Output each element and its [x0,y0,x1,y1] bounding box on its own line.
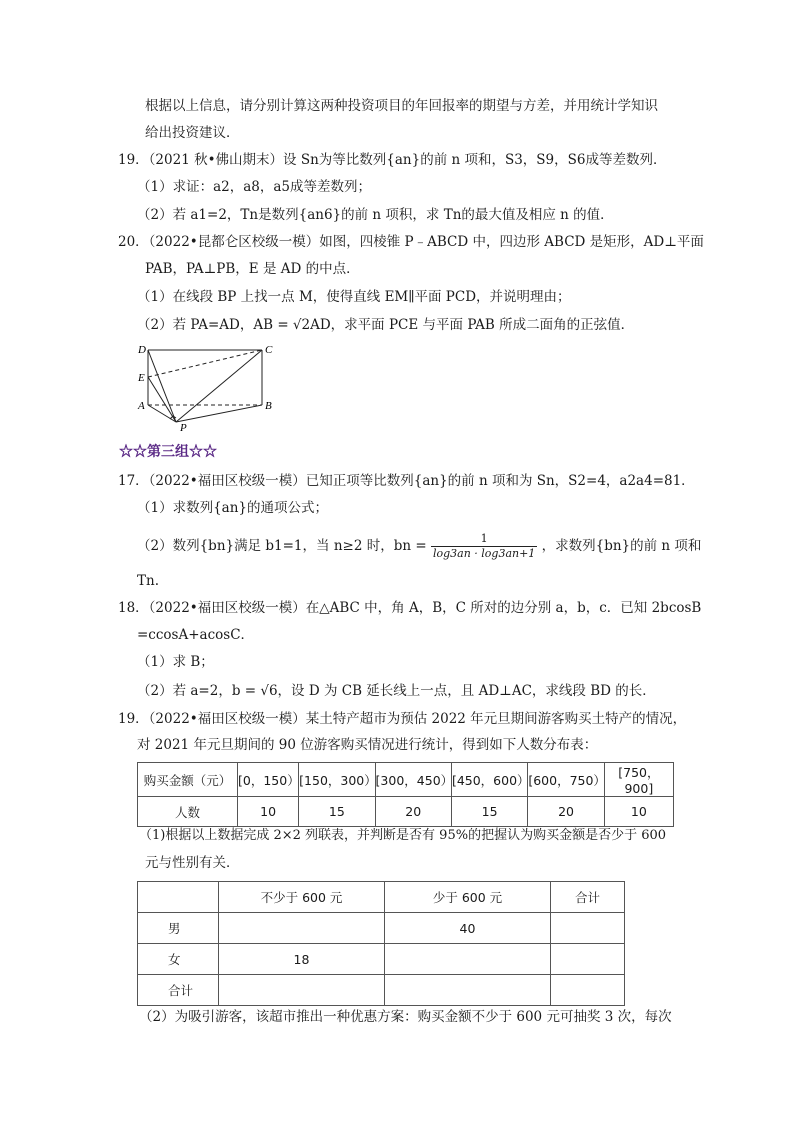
label-D: D [138,344,146,356]
q17-head: 17．（2022•福田区校级一模）已知正项等比数列{an}的前 n 项和为 Sn，S2=4，a2a4=81． [118,473,695,489]
table-cell: 购买金额（元） [138,763,238,797]
intro-line-2: 给出投资建议． [145,125,240,141]
table-row [138,763,674,797]
fraction-numerator: 1 [431,532,537,547]
section-heading: ☆☆第三组☆☆ [119,444,217,460]
table-cell [551,913,625,944]
q19a-part1: （1）求证：a2，a8，a5成等差数列； [137,179,372,195]
q19a-head: 19．（2021 秋•佛山期末）设 Sn为等比数列{an}的前 n 项和，S3，S9，S6成等差数列． [118,152,667,168]
table-cell: [300，450） [375,763,451,797]
pyramid-figure [132,340,282,432]
table-cell [219,975,385,1006]
q19b-part1-b: 元与性别有关． [145,855,240,871]
q19b-head: 19．（2022•福田区校级一模）某土特产超市为预估 2022 年元旦期间游客购买土特产的情况， [118,711,687,727]
table-cell: 人数 [138,797,238,827]
table-cell: [750，900] [604,763,673,797]
q20-part2: （2）若 PA=AD，AB = √2AD，求平面 PCE 与平面 PAB 所成二面角的正弦值． [137,317,635,333]
edge-EC-hidden [148,350,262,377]
q19b-part2: （2）为吸引游客，该超市推出一种优惠方案：购买金额不少于 600 元可抽奖 3 次，每次 [139,1009,672,1025]
table-row [138,882,625,913]
table-row [138,913,625,944]
table-cell: 合计 [551,882,625,913]
edge-AP [148,405,176,422]
q17-part2-b: ，求数列{bn}的前 n 项和 [541,538,702,554]
table-cell: 20 [375,797,451,827]
table-cell: 20 [528,797,604,827]
label-E: E [138,372,145,384]
q18-part1: （1）求 B； [137,654,214,670]
table-cell [385,975,551,1006]
table-cell: [0，150） [238,763,299,797]
table-cell: 合计 [138,975,219,1006]
table-row [138,975,625,1006]
edge-EP [148,377,176,422]
table-cell: 18 [219,944,385,975]
table-cell: 少于 600 元 [385,882,551,913]
q19b-part1-a: （1)根据以上数据完成 2×2 列联表，并判断是否有 95%的把握认为购买金额是否少于 600 [139,828,667,843]
intro-line-1: 根据以上信息，请分别计算这两种投资项目的年回报率的期望与方差，并用统计学知识 [145,98,658,114]
table-cell [385,944,551,975]
table-cell [138,882,219,913]
q20-part1: （1）在线段 BP 上找一点 M，使得直线 EM∥平面 PCD，并说明理由； [137,289,571,305]
q18-part2: （2）若 a=2，b = √6，设 D 为 CB 延长线上一点，且 AD⊥AC，求线段 BD 的长． [137,683,656,699]
q20-head-2: PAB，PA⊥PB，E 是 AD 的中点． [145,261,360,277]
table-cell: 15 [451,797,527,827]
table-cell: 10 [604,797,673,827]
table-row [138,797,674,827]
distribution-table [137,762,674,827]
label-P: P [180,422,187,432]
q19b-head-2: 对 2021 年元旦期间的 90 位游客购买情况进行统计，得到如下人数分布表： [137,737,598,753]
bn-fraction [431,532,537,561]
q17-part2-c: Tn. [137,573,159,589]
q17-part1: （1）求数列{an}的通项公式； [137,500,329,516]
q18-head-2: =ccosA+acosC． [137,627,255,643]
q19a-part2: （2）若 a1=2，Tn是数列{an6}的前 n 项积，求 Tn的最大值及相应 n 的值． [137,207,614,223]
q17-part2-a: （2）数列{bn}满足 b1=1，当 n≥2 时，bn = [137,538,427,554]
table-cell: [150，300） [299,763,375,797]
fraction-denominator: log3an · log3an+1 [432,547,536,560]
table-cell: 男 [138,913,219,944]
label-A: A [138,400,145,412]
contingency-table [137,881,625,1006]
label-B: B [265,400,272,412]
q17-part2 [137,532,701,561]
table-cell: 10 [238,797,299,827]
table-cell: [600，750） [528,763,604,797]
table-cell: 女 [138,944,219,975]
table-cell: 15 [299,797,375,827]
table-cell: 40 [385,913,551,944]
q18-head: 18．（2022•福田区校级一模）在△ABC 中，角 A，B，C 所对的边分别 a，b，c．已知 2bcosB [118,600,702,616]
edge-CP [176,350,262,422]
table-cell [551,975,625,1006]
table-cell [219,913,385,944]
label-C: C [265,344,273,356]
edge-DP [148,350,176,422]
table-cell: 不少于 600 元 [219,882,385,913]
table-row [138,944,625,975]
q20-head: 20．（2022•昆都仑区校级一模）如图，四棱锥 P﹣ABCD 中，四边形 ABCD 是矩形，AD⊥平面 [118,234,704,250]
edge-BP [176,405,262,422]
table-cell [551,944,625,975]
table-cell: [450，600） [451,763,527,797]
